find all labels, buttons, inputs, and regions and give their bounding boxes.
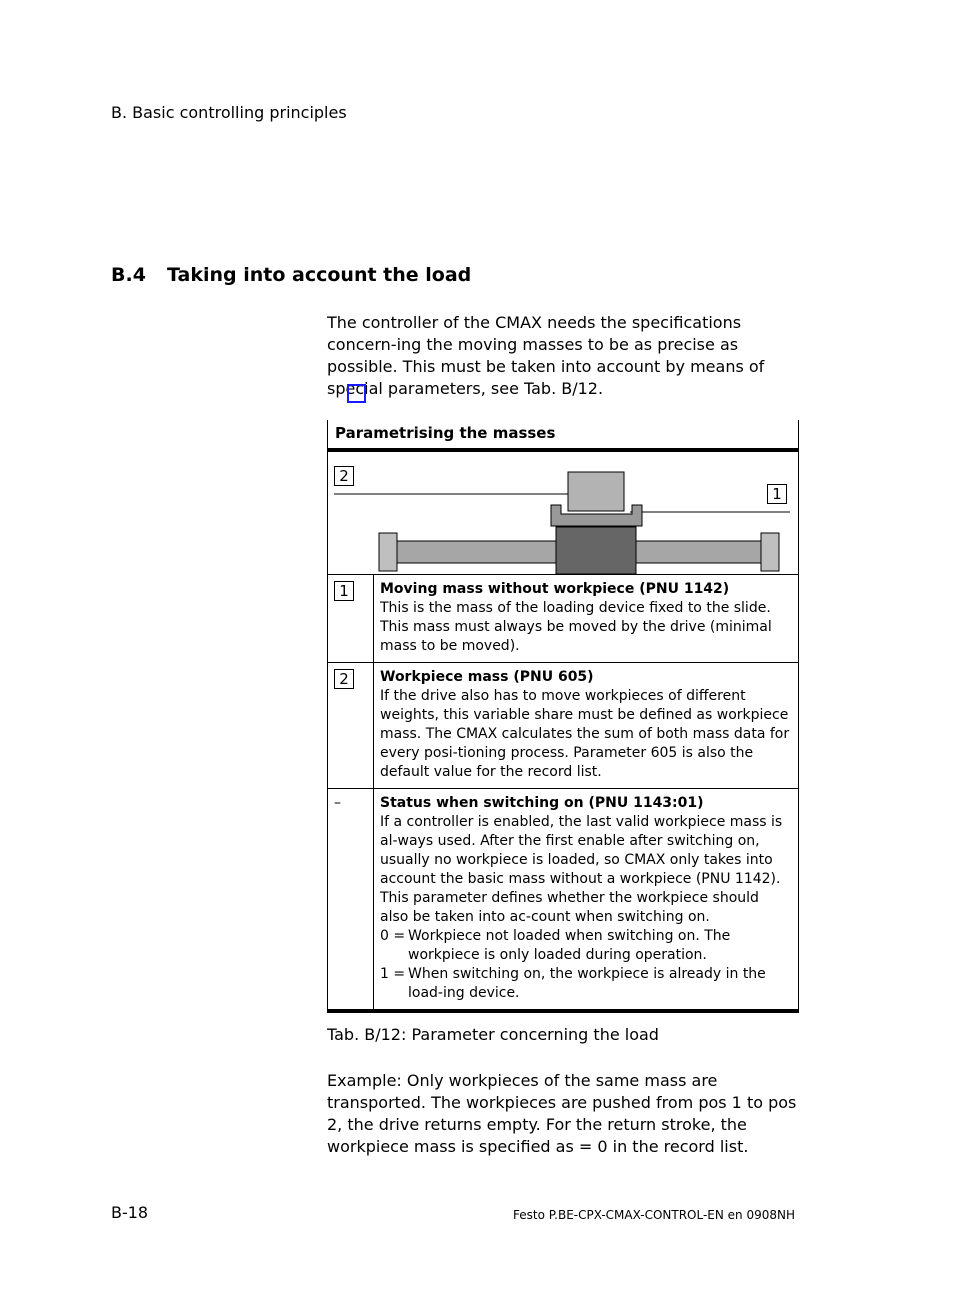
- row-key-cell: [328, 663, 374, 788]
- row-key-cell: [328, 789, 374, 1009]
- row-key-cell: [328, 575, 374, 662]
- slide-diagram: [328, 452, 798, 575]
- row-title: Workpiece mass (PNU 605): [380, 669, 594, 685]
- row-title: Moving mass without workpiece (PNU 1142): [380, 581, 730, 597]
- value-code: 1 =: [380, 966, 406, 982]
- intro-paragraph: The controller of the CMAX needs the specifications concern-ing the moving masses to be as precise as possible. This must be taken into account by means of special parameters, see Tab. B/12.: [327, 313, 765, 398]
- value-definition: [380, 965, 791, 1003]
- table-row: [328, 663, 798, 789]
- document-id: Festo P.BE-CPX-CMAX-CONTROL-EN en 0908NH: [513, 1208, 795, 1222]
- parameter-table: [327, 420, 799, 1013]
- figure-label-2: 2: [334, 466, 354, 486]
- row-desc-cell: [374, 789, 798, 1009]
- row-key-label: 1: [334, 581, 354, 601]
- chapter-header: B. Basic controlling principles: [111, 103, 347, 122]
- row-text: If a controller is enabled, the last valid workpiece mass is al-ways used. After the first enable after switching on, usually no workpiece is loaded, so CMAX only takes into account the basic mass without a workpiece (PNU 1142). This parameter defines whether the workpiece should also be taken into ac-count when switching on.: [380, 814, 783, 925]
- end-cap-right: [761, 533, 779, 571]
- value-code: 0 =: [380, 928, 406, 944]
- row-desc-cell: [374, 663, 798, 788]
- figure-label-1: 1: [767, 484, 787, 504]
- value-meaning: When switching on, the workpiece is already in the load-ing device.: [408, 966, 766, 1001]
- table-header: Parametrising the masses: [328, 420, 798, 452]
- table-link-marker[interactable]: [347, 384, 366, 403]
- section-heading: [111, 264, 471, 286]
- table-row: [328, 575, 798, 663]
- row-desc-cell: [374, 575, 798, 662]
- section-title: Taking into account the load: [167, 264, 472, 286]
- page-number: B-18: [111, 1203, 149, 1222]
- end-cap-left: [379, 533, 397, 571]
- row-title: Status when switching on (PNU 1143:01): [380, 795, 704, 811]
- example-paragraph: Example: Only workpieces of the same mass are transported. The workpieces are pushed from pos 1 to pos 2, the drive returns empty. For the return stroke, the workpiece mass is specified as = 0 in the record list.: [327, 1071, 797, 1156]
- table-row: [328, 789, 798, 1013]
- table-caption: Tab. B/12: Parameter concerning the load: [327, 1025, 659, 1044]
- row-key-label: 2: [334, 669, 354, 689]
- row-key-dash: –: [334, 795, 341, 811]
- slide-carriage: [556, 527, 636, 574]
- value-meaning: Workpiece not loaded when switching on. The workpiece is only loaded during operation.: [408, 928, 731, 963]
- row-text: This is the mass of the loading device fixed to the slide. This mass must always be moved by the drive (minimal mass to be moved).: [380, 600, 772, 654]
- slide-drawing: [328, 452, 798, 574]
- section-number: B.4: [111, 264, 146, 286]
- row-text: If the drive also has to move workpieces of different weights, this variable share must be defined as workpiece mass. The CMAX calculates the sum of both mass data for every posi-tioning process. Parameter 605 is also the default value for the record list.: [380, 688, 790, 780]
- value-definition: [380, 927, 791, 965]
- workpiece-block: [568, 472, 624, 511]
